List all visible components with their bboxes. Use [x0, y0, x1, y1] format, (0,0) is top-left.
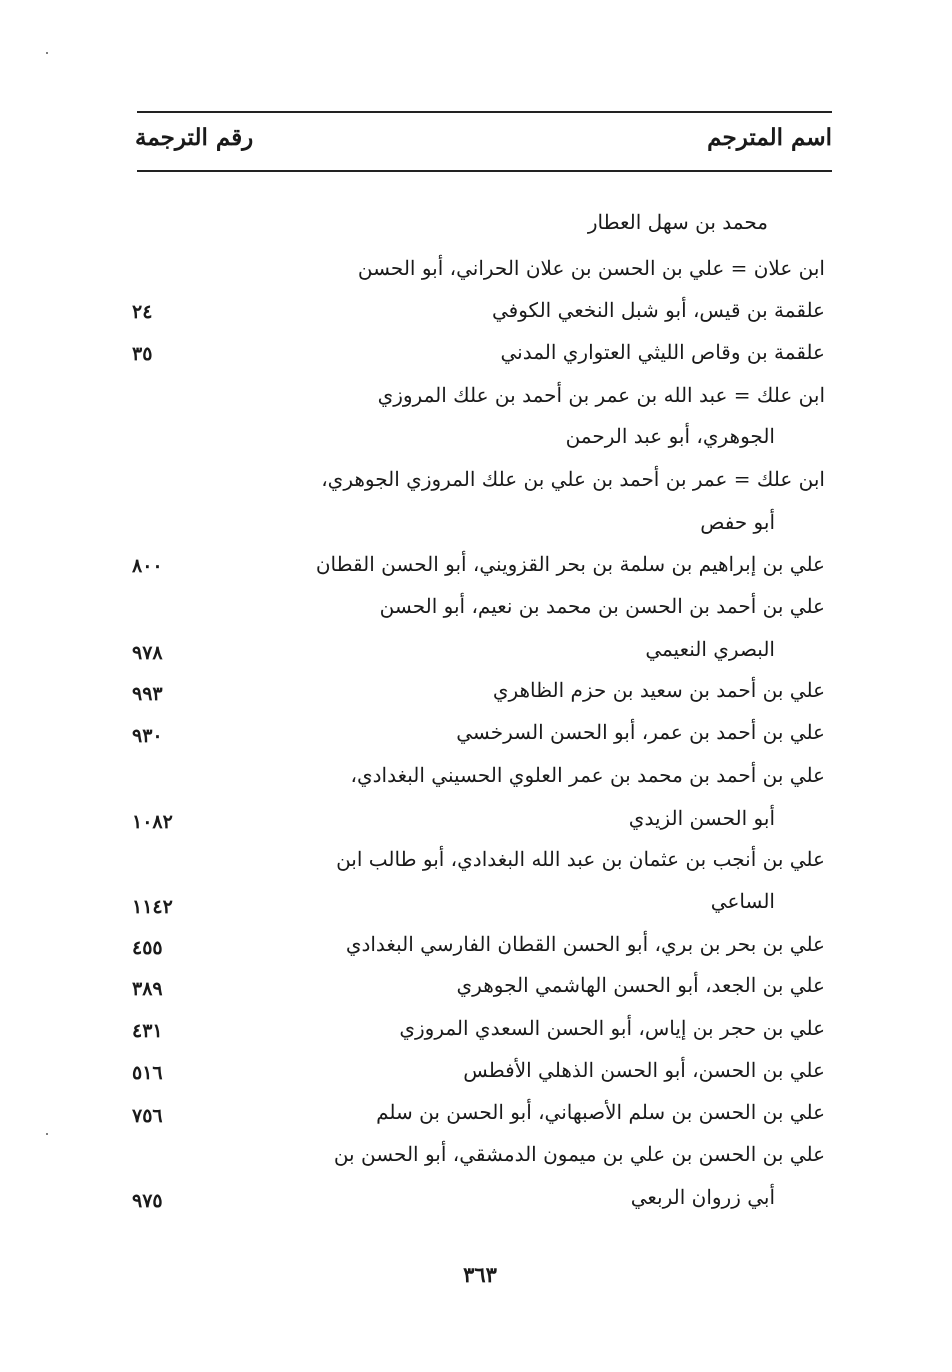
entry-text: علي بن أحمد بن عمر، أبو الحسن السرخسي: [456, 720, 825, 744]
entry-number: ٥١٦: [132, 1062, 163, 1084]
column-header-translated-name: اسم المترجم: [707, 124, 832, 151]
entry-number: ٣٨٩: [132, 978, 163, 1000]
entry-number: ٩٧٥: [132, 1190, 163, 1212]
entry-number: ٨٠٠: [132, 555, 163, 577]
entry-text: ابن علان = علي بن الحسن بن علان الحراني، أبو الحسن: [357, 256, 825, 280]
entry-text: علي بن الحسن بن سلم الأصبهاني، أبو الحسن بن سلم: [376, 1100, 825, 1124]
scan-speck: [46, 52, 48, 54]
entry-text: علي بن حجر بن إياس، أبو الحسن السعدي المروزي: [399, 1016, 825, 1040]
entry-text: ابن علك = عبد الله بن عمر بن أحمد بن علك المروزي: [377, 383, 825, 407]
entry-continuation: البصري النعيمي: [645, 637, 775, 661]
entry-text: علي بن الجعد، أبو الحسن الهاشمي الجوهري: [456, 973, 825, 997]
entry-number: ٢٤: [132, 301, 153, 323]
entry-text: علقمة بن قيس، أبو شبل النخعي الكوفي: [491, 298, 825, 322]
entry-number: ٤٣١: [132, 1020, 163, 1042]
entry-number: ٩٣٠: [132, 725, 163, 747]
header-bottom-rule: [137, 170, 832, 172]
entry-text: علي بن أحمد بن محمد بن عمر العلوي الحسيني البغدادي،: [350, 763, 825, 787]
entry-continuation: أبو الحسن الزيدي: [628, 806, 775, 830]
entry-number: ٩٧٨: [132, 642, 163, 664]
entry-text: علي بن أنجب بن عثمان بن عبد الله البغدادي، أبو طالب ابن: [336, 847, 825, 871]
entry-number: ٧٥٦: [132, 1105, 163, 1127]
header-top-rule: [137, 111, 832, 113]
entry-continuation: أبو حفص: [700, 510, 775, 534]
entry-text: علقمة بن وقاص الليثي العتواري المدني: [500, 340, 825, 364]
column-header-biography-number: رقم الترجمة: [135, 124, 254, 151]
scan-speck: [46, 1133, 48, 1135]
entry-text: علي بن أحمد بن سعيد بن حزم الظاهري: [492, 678, 825, 702]
entry-number: ٤٥٥: [132, 937, 163, 959]
entry-continuation: أبي زروان الربعي: [630, 1185, 775, 1209]
entry-number: ٩٩٣: [132, 683, 163, 705]
entry-text: محمد بن سهل العطار: [587, 210, 768, 234]
entry-number: ١١٤٢: [132, 896, 173, 918]
page-number: ٣٦٣: [463, 1262, 497, 1287]
entry-continuation: الجوهري، أبو عبد الرحمن: [565, 424, 775, 448]
entry-text: علي بن الحسن، أبو الحسن الذهلي الأفطس: [463, 1058, 825, 1082]
entry-text: علي بن إبراهيم بن سلمة بن بحر القزويني، أبو الحسن القطان: [315, 552, 825, 576]
entry-text: ابن علك = عمر بن أحمد بن علي بن علك المروزي الجوهري،: [321, 467, 825, 491]
entry-number: ١٠٨٢: [132, 811, 173, 833]
entry-text: علي بن الحسن بن علي بن ميمون الدمشقي، أبو الحسن بن: [333, 1142, 825, 1166]
entry-continuation: الساعي: [710, 889, 775, 913]
entry-text: علي بن بحر بن بري، أبو الحسن القطان الفارسي البغدادي: [345, 932, 825, 956]
entry-number: ٣٥: [132, 343, 153, 365]
entry-text: علي بن أحمد بن الحسن بن محمد بن نعيم، أبو الحسن: [379, 594, 825, 618]
